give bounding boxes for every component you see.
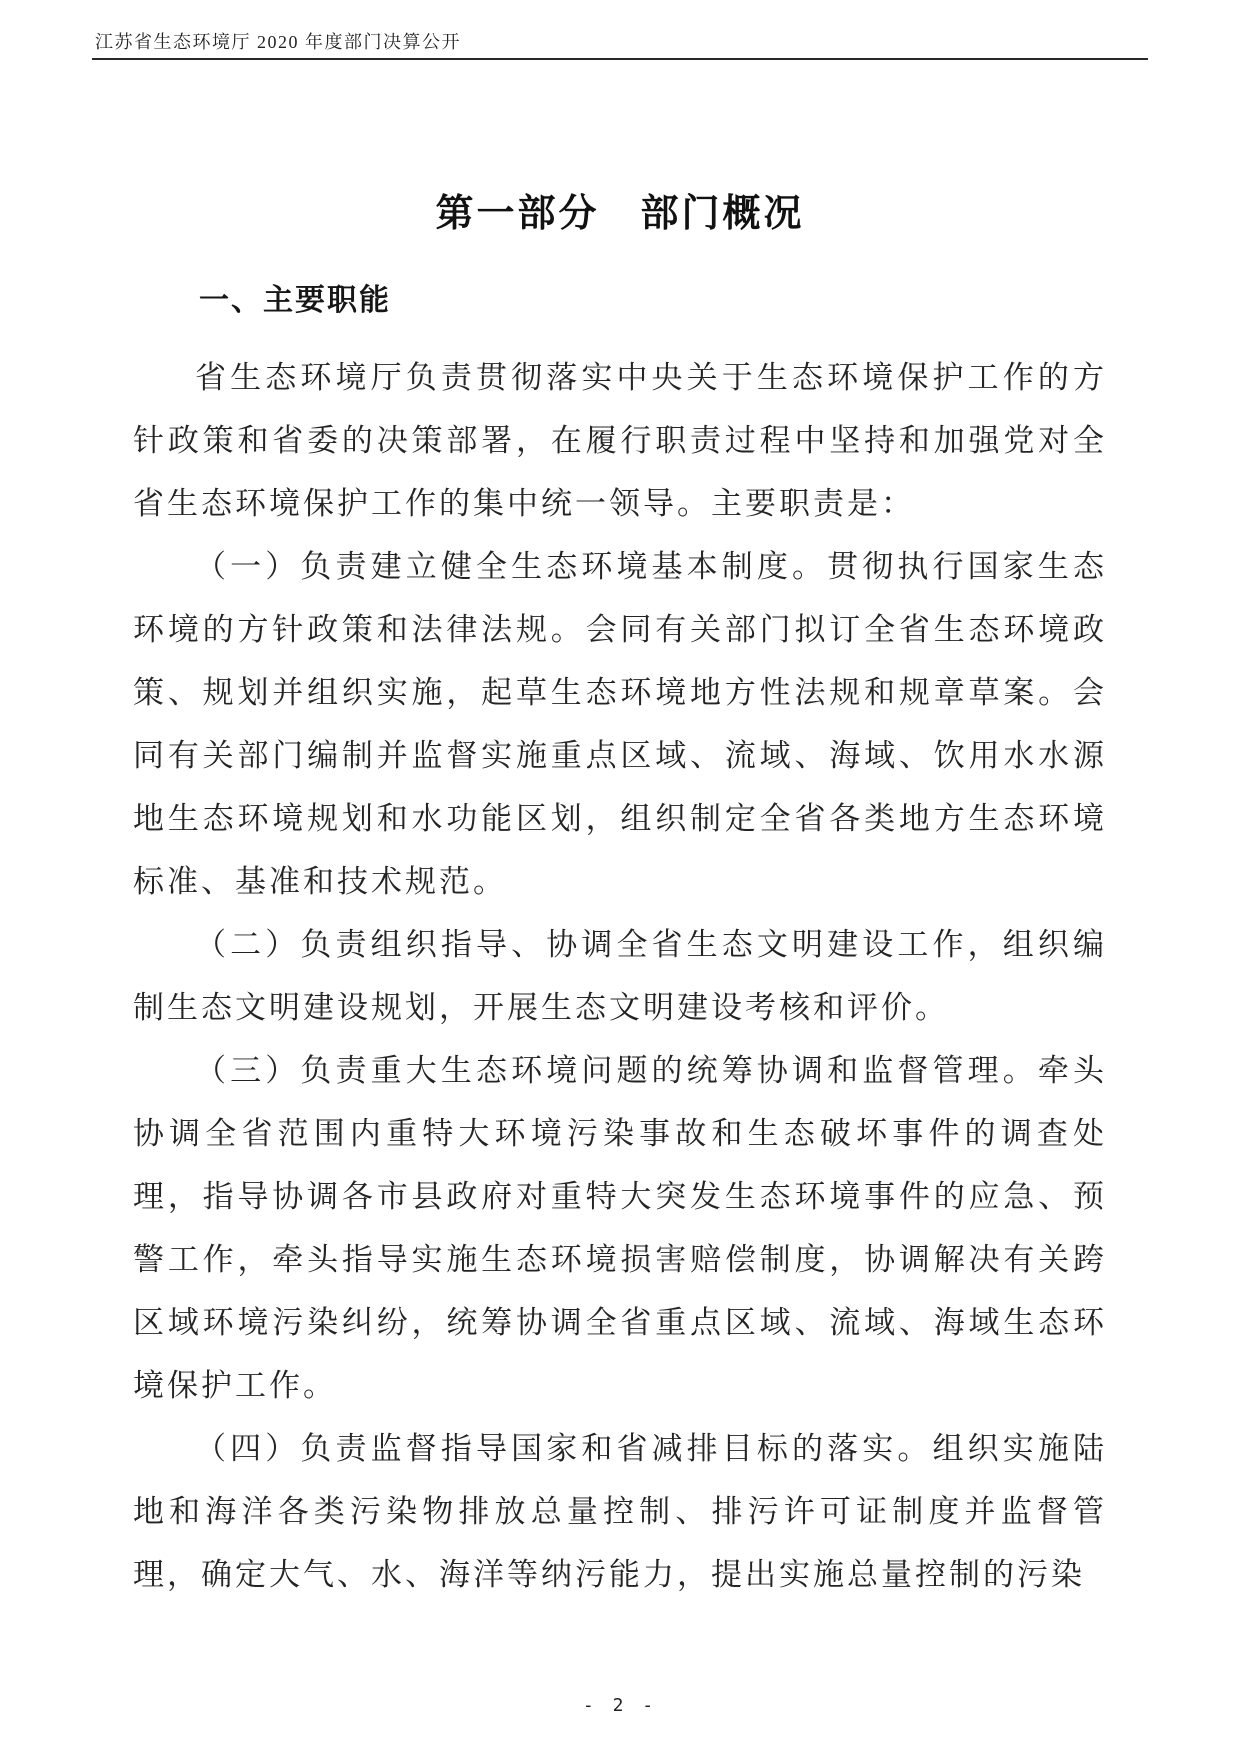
header-text: 江苏省生态环境厅 2020 年度部门决算公开: [95, 32, 461, 52]
paragraph-intro: 省生态环境厅负责贯彻落实中央关于生态环境保护工作的方针政策和省委的决策部署，在履行职责过程中坚持和加强党对全省生态环境保护工作的集中统一领导。主要职责是：: [133, 360, 1107, 521]
paragraph-duty-3: （三）负责重大生态环境问题的统筹协调和监督管理。牵头协调全省范围内重特大环境污染事故和生态破坏事件的调查处理，指导协调各市县政府对重特大突发生态环境事件的应急、预警工作，牵头指导实施生态环境损害赔偿制度，协调解决有关跨区域环境污染纠纷，统筹协调全省重点区域、流域、海域生态环境保护工作。: [133, 1053, 1107, 1403]
paragraph-duty-4: （四）负责监督指导国家和省减排目标的落实。组织实施陆地和海洋各类污染物排放总量控制、排污许可证制度并监督管理，确定大气、水、海洋等纳污能力，提出实施总量控制的污染: [133, 1431, 1107, 1592]
document-body: [133, 346, 1107, 1606]
paragraph-duty-2: （二）负责组织指导、协调全省生态文明建设工作，组织编制生态文明建设规划，开展生态文明建设考核和评价。: [133, 927, 1107, 1025]
document-content: [133, 0, 1107, 1606]
paragraph-duty-1: （一）负责建立健全生态环境基本制度。贯彻执行国家生态环境的方针政策和法律法规。会同有关部门拟订全省生态环境政策、规划并组织实施，起草生态环境地方性法规和规章草案。会同有关部门编制并监督实施重点区域、流域、海域、饮用水水源地生态环境规划和水功能区划，组织制定全省各类地方生态环境标准、基准和技术规范。: [133, 549, 1107, 899]
page-number: - 2 -: [582, 1695, 658, 1716]
document-title: 第一部分 部门概况: [435, 193, 805, 235]
section-heading: 一、主要职能: [199, 284, 391, 317]
